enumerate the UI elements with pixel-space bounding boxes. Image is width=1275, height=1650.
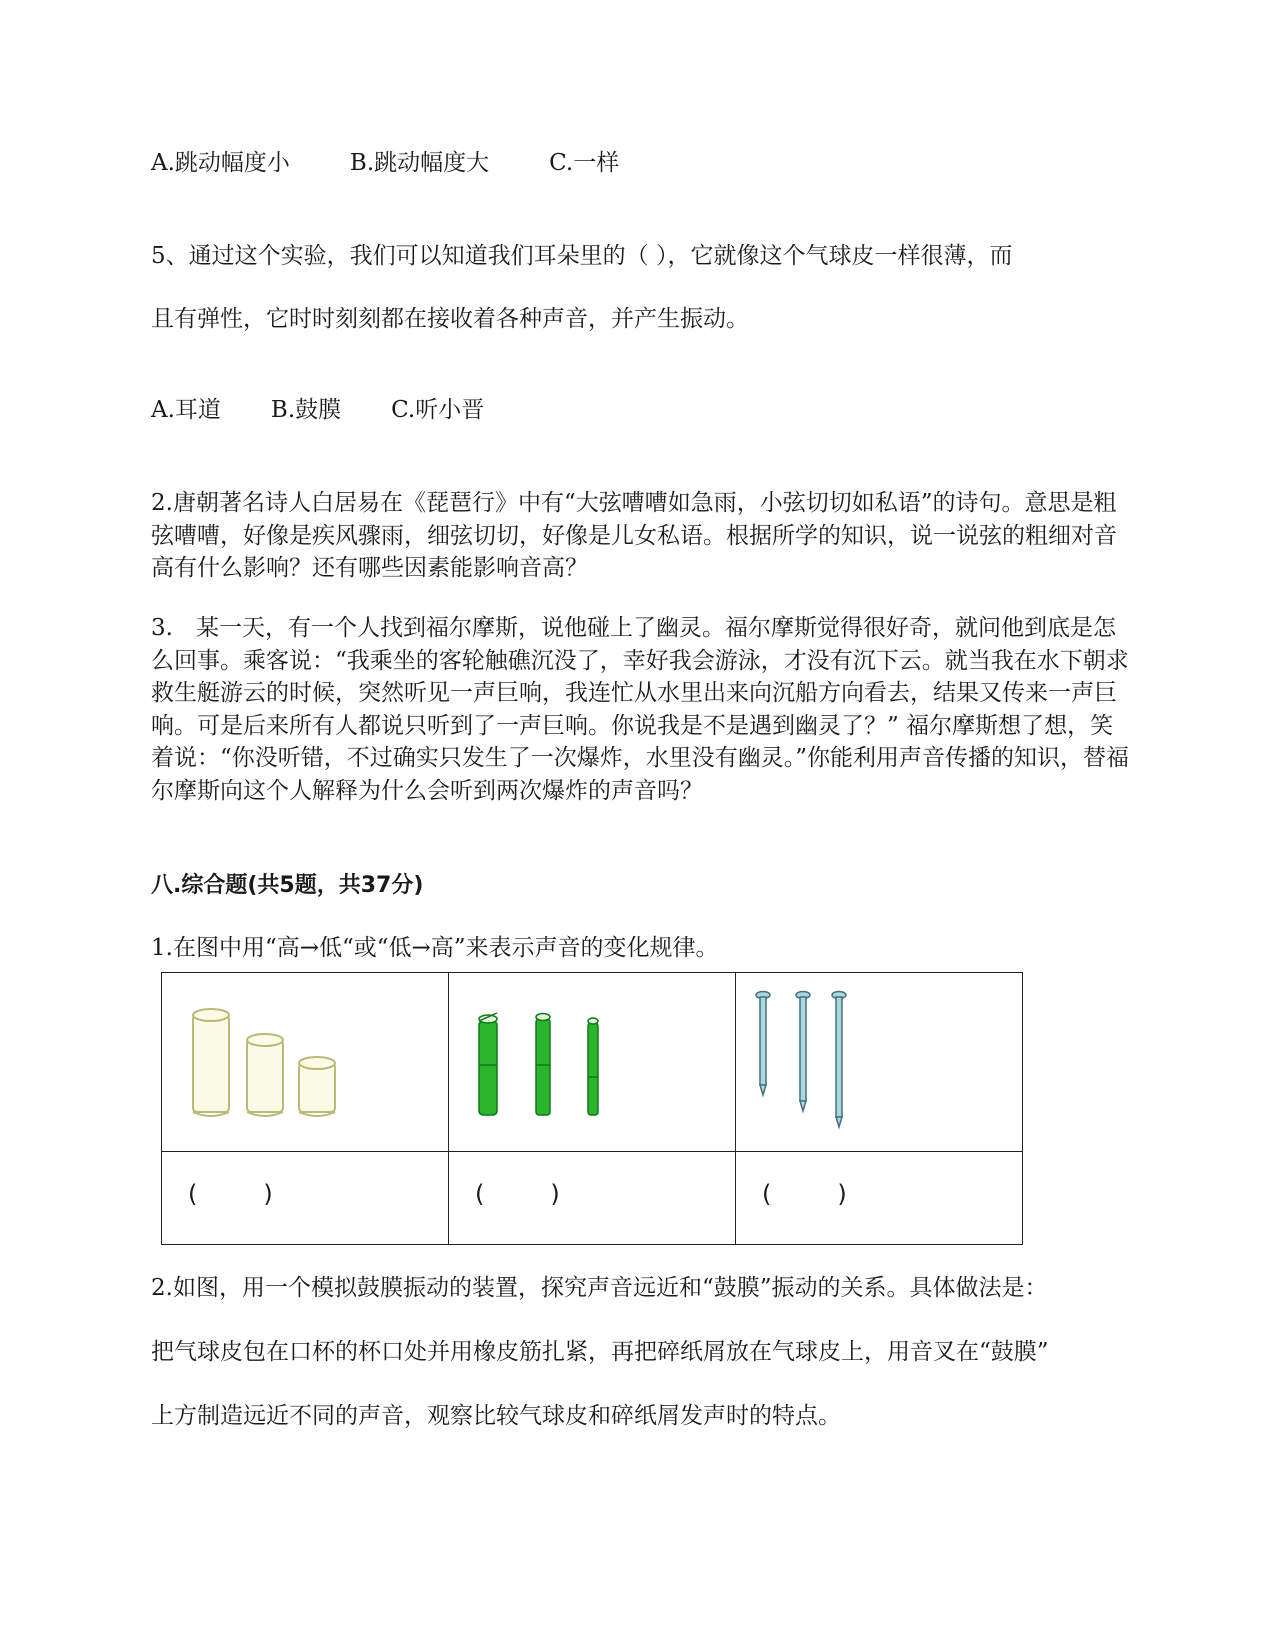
q5-option-a: A.耳道: [151, 397, 221, 423]
paren-close: ): [550, 1180, 560, 1208]
comprehensive-q1: 1.在图中用“高→低“或“低→高”来表示声音的变化规律。: [151, 935, 719, 961]
nail-medium: [796, 992, 810, 1112]
short-answer-3: 3. 某一天，有一个人找到福尔摩斯，说他碰上了幽灵。福尔摩斯觉得很好奇，就问他到底是怎么回事。乘客说：“我乘坐的客轮触礁沉没了，幸好我会游泳，才没有沉下云。就当我在水下朝求救生艇游云的时候，突然听见一声巨响，我连忙从水里出来向沉船方向看去，结果又传来一声巨响。可是后来所有人都说只听到了一声巨响。你说我是不是遇到幽灵了？” 福尔摩斯想了想，笑着说：“你没听错，不过确实只发生了一次爆炸，水里没有幽灵。”你能利用声音传播的知识，替福尔摩斯向这个人解释为什么会听到两次爆炸的声音吗？: [151, 615, 1130, 804]
comprehensive-q2-line-3: 上方制造远近不同的声音，观察比较气球皮和碎纸屑发声时的特点。: [151, 1403, 841, 1429]
q4-options: [151, 147, 619, 179]
short-answer-2: 2.唐朝著名诗人白居易在《琵琶行》中有“大弦嘈嘈如急雨，小弦切切如私语”的诗句。意思是粗弦嘈嘈，好像是疾风骤雨，细弦切切，好像是儿女私语。根据所学的知识，说一说弦的粗细对音高有什么影响？还有哪些因素能影响音高？: [151, 490, 1117, 581]
paren-open: (: [475, 1180, 485, 1208]
bamboo-tube-medium: [536, 1014, 550, 1116]
nails-cell: [736, 973, 1023, 1152]
bamboo-tubes-image: [449, 973, 735, 1151]
bamboo-tube-thick: [479, 1013, 497, 1115]
answer-blank-3: [736, 1152, 1023, 1245]
q4-option-a: A.跳动幅度小: [151, 150, 290, 176]
nail-short: [756, 992, 770, 1096]
glass-medium: [247, 1034, 283, 1116]
q5-option-c: C.听小晋: [391, 397, 485, 423]
bamboo-cell: [449, 973, 736, 1152]
pitch-figure-table: [161, 972, 1023, 1245]
q4-option-b: B.跳动幅度大: [349, 150, 490, 176]
glass-short: [299, 1057, 335, 1116]
nails-image: [736, 973, 1022, 1151]
q5-line-1: 5、通过这个实验，我们可以知道我们耳朵里的（ ），它就像这个气球皮一样很薄，而: [151, 243, 1013, 269]
q5-options: [151, 394, 484, 426]
section-8-heading: 八.综合题(共5题，共37分): [151, 873, 424, 898]
nail-long: [832, 992, 846, 1128]
paren-open: (: [762, 1180, 772, 1208]
answer-blank-2: [449, 1152, 736, 1245]
q5-line-2: 且有弹性，它时时刻刻都在接收着各种声音，并产生振动。: [151, 306, 749, 332]
q5-option-b: B.鼓膜: [270, 397, 342, 423]
comprehensive-q2-line-2: 把气球皮包在口杯的杯口处并用橡皮筋扎紧，再把碎纸屑放在气球皮上，用音叉在“鼓膜”: [151, 1339, 1049, 1365]
bamboo-tube-thin: [588, 1018, 598, 1115]
comprehensive-q2-line-1: 2.如图，用一个模拟鼓膜振动的装置，探究声音远近和“鼓膜”振动的关系。具体做法是：: [151, 1275, 1048, 1301]
answer-blank-1: [162, 1152, 449, 1245]
paren-open: (: [188, 1180, 198, 1208]
glasses-cell: [162, 973, 449, 1152]
paren-close: ): [837, 1180, 847, 1208]
glass-tall: [193, 1009, 229, 1116]
paren-close: ): [263, 1180, 273, 1208]
q4-option-c: C.一样: [549, 150, 620, 176]
glasses-image: [162, 973, 448, 1151]
